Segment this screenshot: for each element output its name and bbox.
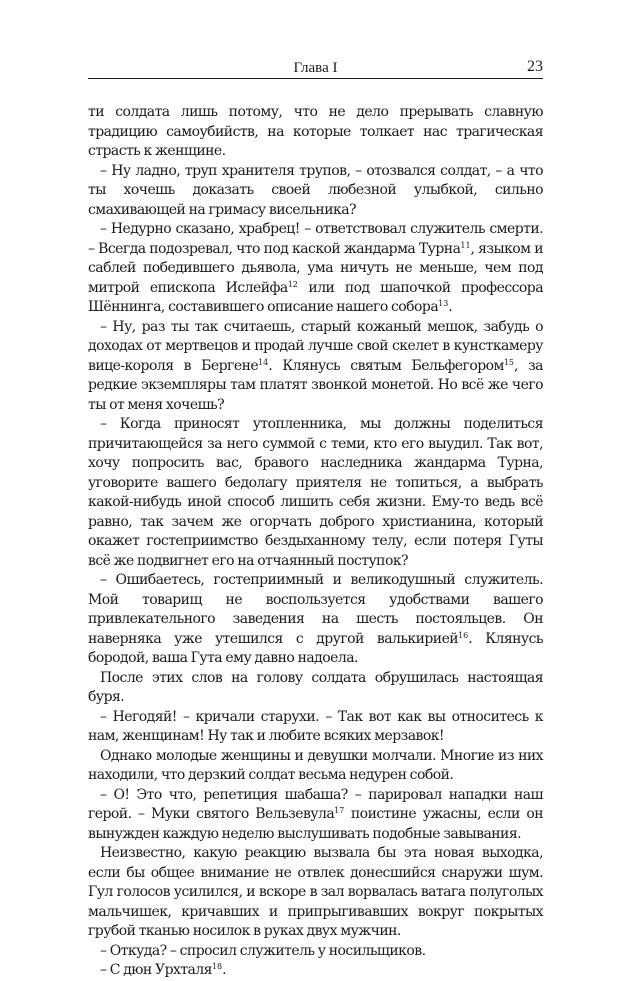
text-run: поистине ужасны, если он вынужден каждую неделю выслушивать подобные завывания. — [88, 806, 543, 842]
paragraph — [88, 318, 543, 416]
footnote-ref: 17 — [334, 806, 345, 815]
text-run: – С дюн Урхталя — [100, 962, 212, 978]
paragraph — [88, 708, 543, 747]
paragraph — [88, 961, 543, 981]
text-run: – Откуда? – спросил служитель у носильщиков. — [100, 942, 426, 959]
text-run: – Ошибаетесь, гостеприимный и великодушный служитель. Мой товарищ не воспользуется удобствами вашего привлекательного заведения на шесть постояльцев. Он наверняка уже утешился с другой валькирией — [88, 572, 543, 647]
footnote-ref: 13 — [438, 299, 449, 308]
paragraph — [88, 942, 543, 962]
footnote-ref: 11 — [460, 240, 471, 250]
paragraph — [88, 844, 543, 942]
text-run: . Клянусь бородой, ваша Гута ему давно надоела. — [88, 630, 543, 666]
paragraph — [88, 220, 543, 318]
text-run: . — [448, 299, 453, 315]
page-number: 23 — [527, 58, 543, 75]
paragraph — [88, 103, 543, 162]
text-run: – Ну ладно, труп хранителя трупов, – отозвался солдат, – а что ты хочешь доказать своей любезной улыбкой, сильно смахивающей на гримасу висельника? — [88, 162, 543, 218]
text-run: После этих слов на голову солдата обрушилась настоящая буря. — [88, 669, 543, 705]
footnote-ref: 12 — [287, 279, 298, 289]
text-run: . Клянусь святым Бельфегором — [268, 357, 504, 374]
text-run: – О! Это что, репетиция шабаша? – парировал нападки наш герой. – Муки святого Вельзевула — [88, 786, 543, 822]
text-run: Неизвестно, какую реакцию вызвала бы эта новая выходка, если бы общее внимание не отвлек донесшийся снаружи шум. Гул голосов усилился, и вскоре в зал ворвалась ватага полуголых мальчишек, кричавших и припрыгивавших вокруг покрытых грубой тканью носилок в руках двух мужчин. — [88, 845, 543, 939]
text-run: , за редкие экземпляры там платят звонкой монетой. Но всё же чего ты от меня хочешь? — [88, 357, 543, 413]
text-run: – Когда приносят утопленника, мы должны поделиться причитающейся за него суммой с теми, кто его выудил. Так вот, хочу попросить вас, бравого наследника жандарма Турна, уговорите вашего бедолагу приятеля не топиться, а выбрать какой-нибудь иной способ лишить себя жизни. Ему-то ведь всё равно, так зачем же огорчать доброго христианина, который окажет гостеприимство бездыханному телу, если потеря Гуты всё же подвигнет его на отчаянный поступок? — [88, 416, 543, 569]
text-run: или под шапочкой профессора Шённинга, составившего описание нашего собора — [88, 279, 543, 315]
footnote-ref: 15 — [503, 357, 515, 367]
footnote-ref: 18 — [211, 962, 223, 971]
text-run: – Недурно сказано, храбрец! – ответствовал служитель смерти. – Всегда подозревал, что под каской жандарма Турна — [88, 221, 543, 257]
paragraph — [88, 415, 543, 571]
text-run: Однако молодые женщины и девушки молчали. Многие из них находили, что дерзкий солдат весьма недурен собой. — [88, 747, 543, 783]
footnote-ref: 16 — [458, 630, 469, 640]
text-run: – Ну, раз ты так считаешь, старый кожаный мешок, забудь о доходах от мертвецов и продай лучше свой скелет в кунсткамеру вице-короля в Бергене — [88, 318, 543, 374]
paragraph — [88, 747, 543, 786]
paragraph — [88, 571, 543, 669]
chapter-title: Глава I — [293, 60, 338, 76]
footnote-ref: 14 — [258, 357, 269, 367]
body-text — [88, 103, 543, 981]
paragraph — [88, 162, 543, 221]
text-run: ти солдата лишь потому, что не дело прерывать славную традицию самоубийств, на которые толкает нас трагическая страсть к женщине. — [88, 104, 543, 159]
text-run: . — [222, 962, 227, 978]
text-run: , языком и саблей победившего дьявола, ума ничуть не меньше, чем под митрой епископа Ислейфа — [88, 240, 543, 296]
running-header — [88, 56, 543, 79]
text-run: – Негодяй! – кричали старухи. – Так вот как вы относитесь к нам, женщинам! Ну так и любите всяких мерзавок! — [88, 708, 543, 744]
paragraph — [88, 786, 543, 845]
paragraph — [88, 669, 543, 708]
